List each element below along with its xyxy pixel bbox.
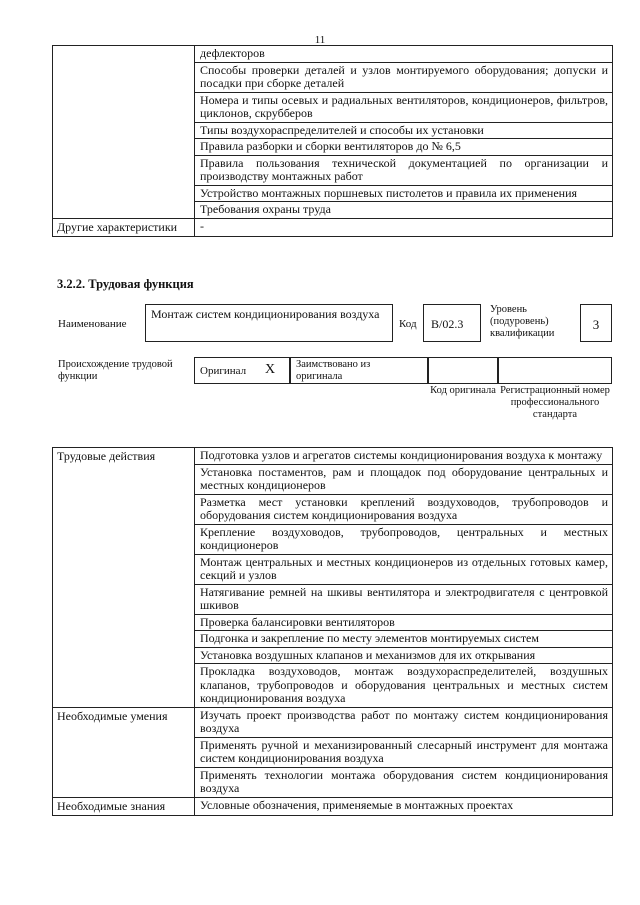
labor-actions-label: Трудовые действия <box>53 448 195 708</box>
labor-function-table <box>52 447 613 816</box>
skill-item: Изучать проект производства работ по монтажу систем кондиционирования воздуха <box>195 707 613 737</box>
original-box <box>194 357 290 384</box>
origin-label: Происхождение трудовой функции <box>58 359 173 382</box>
table-row <box>53 218 613 237</box>
skill-item: Применять технологии монтажа оборудования систем кондиционирования воздуха <box>195 767 613 797</box>
code-value-box <box>423 304 481 342</box>
level-value-box <box>580 304 612 342</box>
name-label: Наименование <box>58 318 127 330</box>
knowledge-item: дефлекторов <box>195 46 613 63</box>
table-row <box>53 797 613 816</box>
table-row <box>53 448 613 465</box>
knowledge-item: Правила разборки и сборки вентиляторов до № 6,5 <box>195 139 613 156</box>
knowledge-item: Типы воздухораспределителей и способы их установки <box>195 122 613 139</box>
knowledge-label: Необходимые знания <box>53 797 195 816</box>
knowledge-item: Условные обозначения, применяемые в монтажных проектах <box>195 797 613 816</box>
reg-number-box <box>498 357 612 384</box>
knowledge-item: Требования охраны труда <box>195 202 613 219</box>
name-value-box <box>145 304 393 342</box>
action-item: Монтаж центральных и местных кондиционеров из отдельных готовых камер, секций и узлов <box>195 554 613 584</box>
action-item: Натягивание ремней на шкивы вентилятора и электродвигателя с центровкой шкивов <box>195 584 613 614</box>
origin-code-label: Код оригинала <box>430 385 496 396</box>
knowledge-item: Номера и типы осевых и радиальных вентиляторов, кондиционеров, фильтров, циклонов, скрубберов <box>195 92 613 122</box>
knowledge-item: Устройство монтажных поршневых пистолетов и правила их применения <box>195 185 613 202</box>
name-value: Монтаж систем кондиционирования воздуха <box>151 307 380 321</box>
knowledge-item: Способы проверки деталей и узлов монтируемого оборудования; допуски и посадки при сборке деталей <box>195 62 613 92</box>
skill-item: Применять ручной и механизированный слесарный инструмент для монтажа систем кондиционирования воздуха <box>195 737 613 767</box>
borrowed-box <box>290 357 428 384</box>
table-row <box>53 46 613 63</box>
continuation-table <box>52 45 613 237</box>
empty-label-cell <box>53 46 195 219</box>
action-item: Прокладка воздуховодов, монтаж воздухораспределителей, воздушных клапанов, трубопроводов и оборудования центральных и местных систем кондиционирования воздуха <box>195 664 613 708</box>
origin-code-box <box>428 357 498 384</box>
page-number: 11 <box>314 34 326 46</box>
other-characteristics-value: - <box>195 218 613 237</box>
action-item: Разметка мест установки креплений воздуховодов, трубопроводов и оборудования систем кондиционирования воздуха <box>195 494 613 524</box>
original-label: Оригинал <box>200 365 247 377</box>
other-characteristics-label: Другие характеристики <box>53 218 195 237</box>
level-value: 3 <box>592 317 600 332</box>
action-item: Подгонка и закрепление по месту элементов монтируемых систем <box>195 631 613 648</box>
borrowed-label: Заимствовано из оригинала <box>296 359 371 382</box>
code-label: Код <box>399 318 417 330</box>
table-row <box>53 707 613 737</box>
action-item: Проверка балансировки вентиляторов <box>195 614 613 631</box>
action-item: Подготовка узлов и агрегатов системы кондиционирования воздуха к монтажу <box>195 448 613 465</box>
knowledge-item: Правила пользования технической документацией по организации и производству монтажных работ <box>195 155 613 185</box>
action-item: Установка воздушных клапанов и механизмов для их открывания <box>195 647 613 664</box>
code-value: В/02.3 <box>431 317 464 331</box>
reg-number-label: Регистрационный номер профессионального стандарта <box>500 385 610 420</box>
action-item: Крепление воздуховодов, трубопроводов, центральных и местных кондиционеров <box>195 524 613 554</box>
level-label: Уровень (подуровень) квалификации <box>490 304 555 339</box>
skills-label: Необходимые умения <box>53 707 195 797</box>
original-mark: Х <box>265 362 276 377</box>
section-title: 3.2.2. Трудовая функция <box>57 277 194 291</box>
action-item: Установка постаментов, рам и площадок под оборудование центральных и местных кондиционеров <box>195 464 613 494</box>
